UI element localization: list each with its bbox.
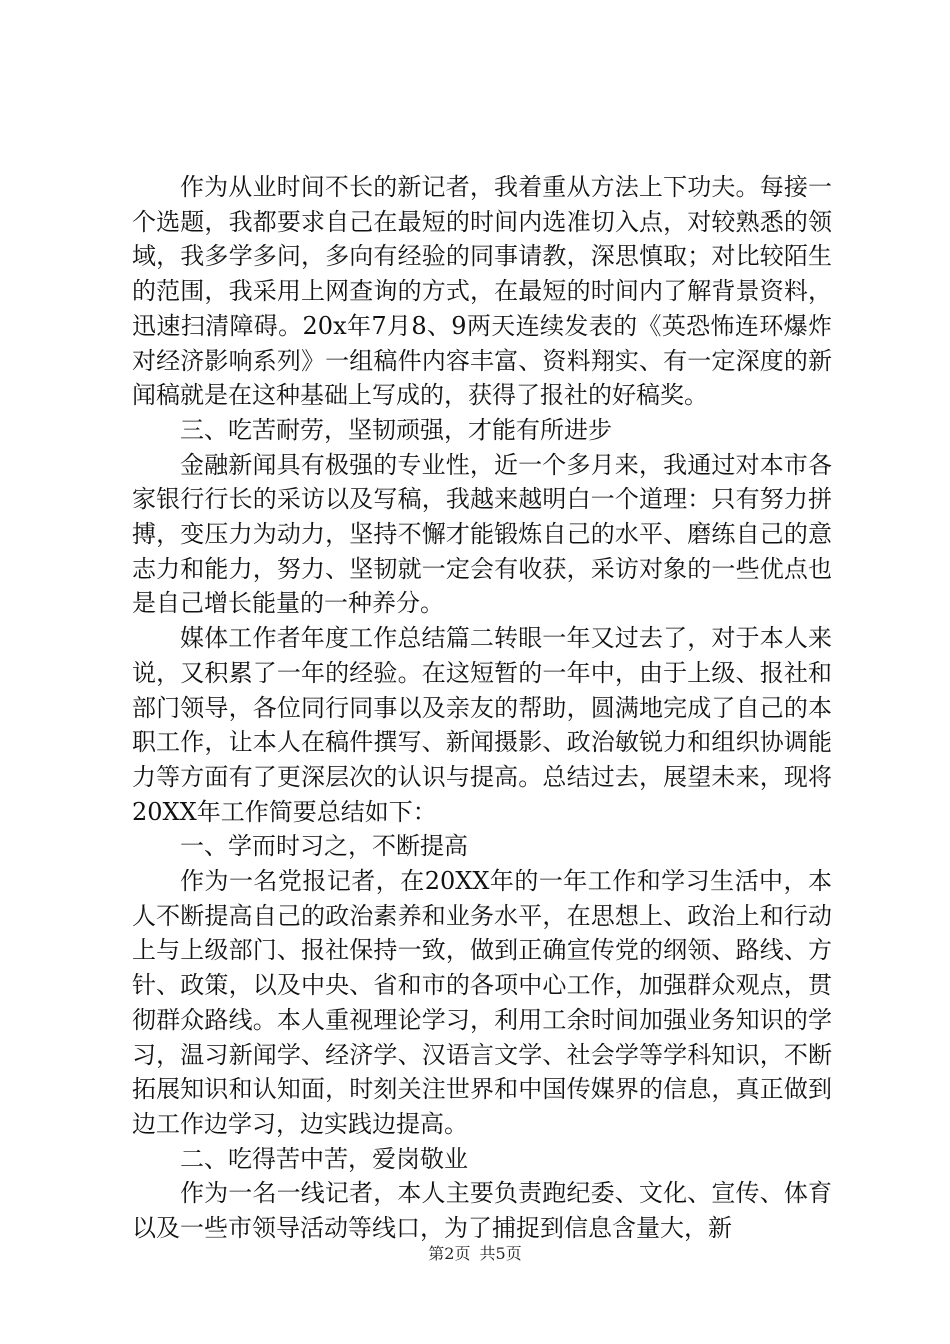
paragraph-finance-news: 金融新闻具有极强的专业性，近一个多月来，我通过对本市各家银行行长的采访以及写稿，我越来越明白一个道理：只有努力拼搏，变压力为动力，坚持不懈才能锻炼自己的水平、磨练自己的意志力和能力，努力、坚韧就一定会有收获，采访对象的一些优点也是自己增长能量的一种养分。 (132, 450, 832, 618)
page-footer: 第2页 共5页 (428, 1244, 522, 1263)
paragraph-summary-intro: 媒体工作者年度工作总结篇二转眼一年又过去了，对于本人来说，又积累了一年的经验。在这短暂的一年中，由于上级、报社和部门领导，各位同行同事以及亲友的帮助，圆满地完成了自己的本职工作，让本人在稿件撰写、新闻摄影、政治敏锐力和组织协调能力等方面有了更深层次的认识与提高。总结过去，展望未来，现将20XX年工作简要总结如下： (132, 624, 832, 826)
paragraph-study: 作为一名党报记者，在20XX年的一年工作和学习生活中，本人不断提高自己的政治素养和业务水平，在思想上、政治上和行动上与上级部门、报社保持一致，做到正确宣传党的纲领、路线、方针、政策，以及中央、省和市的各项中心工作，加强群众观点，贯彻群众路线。本人重视理论学习，利用工余时间加强业务知识的学习，温习新闻学、经济学、汉语言文学、社会学等学科知识，不断拓展知识和认知面，时刻关注世界和中国传媒界的信息，真正做到边工作边学习，边实践边提高。 (132, 867, 832, 1138)
heading-two: 二、吃得苦中苦，爱岗敬业 (180, 1144, 468, 1173)
heading-three: 三、吃苦耐劳，坚韧顽强，才能有所进步 (180, 415, 612, 444)
paragraph-frontline: 作为一名一线记者，本人主要负责跑纪委、文化、宣传、体育以及一些市领导活动等线口，为了捕捉到信息含量大，新 (132, 1179, 832, 1243)
paragraph-method: 作为从业时间不长的新记者，我着重从方法上下功夫。每接一个选题，我都要求自己在最短的时间内选准切入点，对较熟悉的领域，我多学多问，多向有经验的同事请教，深思慎取；对比较陌生的范围，我采用上网查询的方式，在最短的时间内了解背景资料，迅速扫清障碍。20x年7月8、9两天连续发表的《英恐怖连环爆炸对经济影响系列》一组稿件内容丰富、资料翔实、有一定深度的新闻稿就是在这种基础上写成的，获得了报社的好稿奖。 (132, 173, 832, 410)
heading-one: 一、学而时习之，不断提高 (180, 832, 468, 861)
body-text (132, 170, 832, 1246)
